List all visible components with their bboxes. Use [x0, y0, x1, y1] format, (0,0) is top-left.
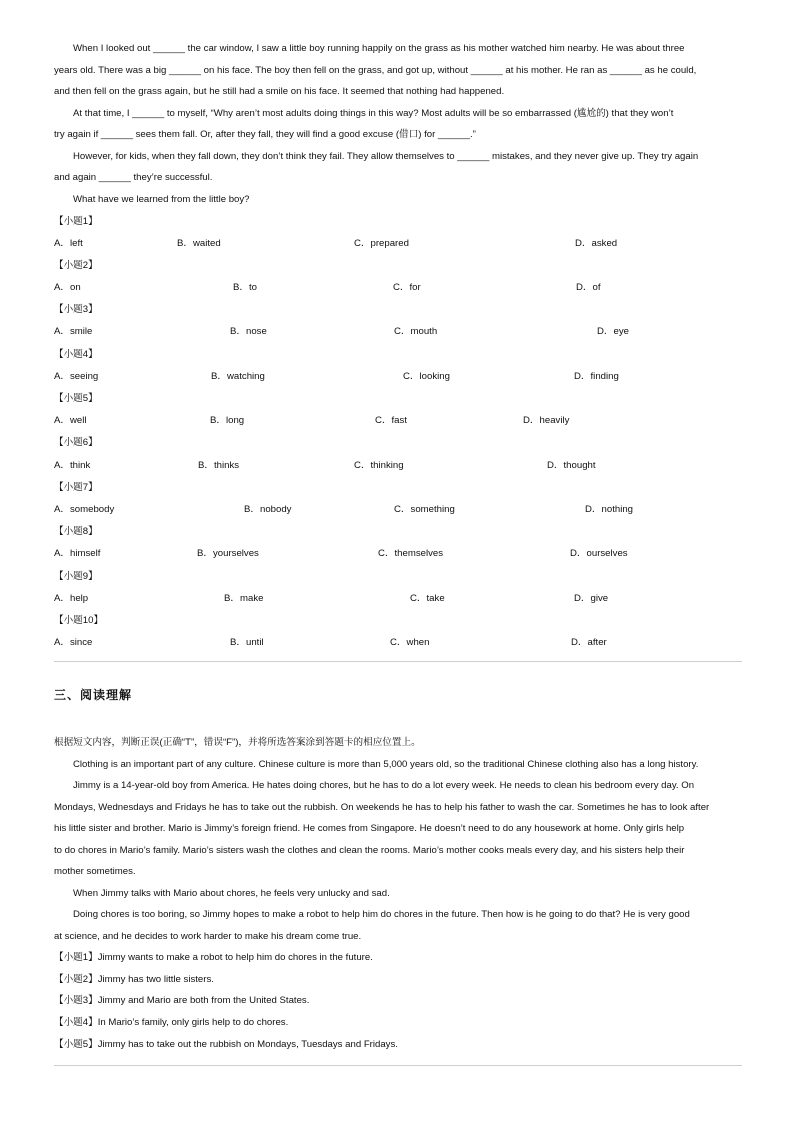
- question-label: 【小题3】: [54, 304, 98, 315]
- option-d[interactable]: D．give: [574, 593, 609, 604]
- cloze-line-3: and then fell on the grass again, but he still had a smile on his face. It seemed that nothing had happened.: [54, 86, 505, 97]
- question-label: 【小题8】: [54, 526, 98, 537]
- cloze-line-8: What have we learned from the little boy?: [73, 194, 250, 205]
- option-d[interactable]: D．heavily: [523, 415, 570, 426]
- reading-line-6: mother sometimes.: [54, 866, 136, 877]
- option-c[interactable]: C．looking: [403, 371, 450, 382]
- question-label: 【小题2】: [54, 260, 98, 271]
- reading-line-5: to do chores in Mario’s family. Mario’s sisters wash the clothes and clean the rooms. Mario’s mother cooks meals every day, and his sisters help their: [54, 845, 685, 856]
- section-divider: [54, 1065, 742, 1066]
- option-c[interactable]: C．thinking: [354, 460, 404, 471]
- reading-line-2: Jimmy is a 14-year-old boy from America. He hates doing chores, but he has to do a lot every week. He needs to clean his bedroom every day. On: [73, 780, 695, 791]
- cloze-line-5: try again if ______ sees them fall. Or, after they fall, they will find a good excuse (借口) for ______.”: [54, 129, 476, 140]
- statement-4: 【小题4】In Mario’s family, only girls help to do chores.: [54, 1017, 289, 1028]
- option-c[interactable]: C．mouth: [394, 326, 438, 337]
- reading-line-7: When Jimmy talks with Mario about chores, he feels very unlucky and sad.: [73, 888, 390, 899]
- question-label: 【小题7】: [54, 482, 98, 493]
- option-d[interactable]: D．nothing: [585, 504, 633, 515]
- option-b[interactable]: B．to: [233, 282, 257, 293]
- reading-line-8: Doing chores is too boring, so Jimmy hopes to make a robot to help him do chores in the future. Then how is he going to do that? He is very good: [73, 909, 690, 920]
- question-label: 【小题9】: [54, 571, 98, 582]
- option-a[interactable]: A．seeing: [54, 371, 99, 382]
- cloze-line-2: years old. There was a big ______ on his face. The boy then fell on the grass, and got up, without ______ at his mother. He ran as ______ as he could,: [54, 65, 697, 76]
- statement-2: 【小题2】Jimmy has two little sisters.: [54, 974, 214, 985]
- option-c[interactable]: C．something: [394, 504, 455, 515]
- option-a[interactable]: A．help: [54, 593, 89, 604]
- option-a[interactable]: A．well: [54, 415, 87, 426]
- reading-line-4: his little sister and brother. Mario is Jimmy’s foreign friend. He comes from Singapore. He doesn’t need to do any housework at home. Only girls help: [54, 823, 685, 834]
- option-c[interactable]: C．prepared: [354, 238, 409, 249]
- question-label: 【小题5】: [54, 393, 98, 404]
- option-d[interactable]: D．finding: [574, 371, 619, 382]
- reading-line-3: Mondays, Wednesdays and Fridays he has to take out the rubbish. On weekends he has to help his father to wash the car. Sometimes he has to look after: [54, 802, 710, 813]
- option-a[interactable]: A．on: [54, 282, 81, 293]
- reading-line-9: at science, and he decides to work harder to make his dream come true.: [54, 931, 362, 942]
- section-divider: [54, 661, 742, 662]
- option-a[interactable]: A．himself: [54, 548, 101, 559]
- reading-line-1: Clothing is an important part of any culture. Chinese culture is more than 5,000 years old, so the traditional Chinese clothing also has a long history.: [73, 759, 699, 770]
- question-label: 【小题10】: [54, 615, 104, 626]
- section-title: 三、阅读理解: [54, 688, 133, 702]
- instruction: 根据短文内容，判断正误(正确“T”，错误“F”)，并将所选答案涂到答题卡的相应位置上。: [54, 737, 421, 748]
- option-d[interactable]: D．thought: [547, 460, 596, 471]
- option-b[interactable]: B．thinks: [198, 460, 240, 471]
- option-c[interactable]: C．themselves: [378, 548, 444, 559]
- option-a[interactable]: A．think: [54, 460, 91, 471]
- option-a[interactable]: A．left: [54, 238, 83, 249]
- option-c[interactable]: C．fast: [375, 415, 407, 426]
- option-d[interactable]: D．asked: [575, 238, 618, 249]
- option-d[interactable]: D．after: [571, 637, 607, 648]
- option-a[interactable]: A．smile: [54, 326, 93, 337]
- statement-1: 【小题1】Jimmy wants to make a robot to help him do chores in the future.: [54, 952, 373, 963]
- statement-5: 【小题5】Jimmy has to take out the rubbish on Mondays, Tuesdays and Fridays.: [54, 1039, 398, 1050]
- option-c[interactable]: C．when: [390, 637, 430, 648]
- option-b[interactable]: B．nose: [230, 326, 267, 337]
- option-b[interactable]: B．make: [224, 593, 264, 604]
- question-label: 【小题1】: [54, 216, 98, 227]
- option-b[interactable]: B．until: [230, 637, 264, 648]
- option-b[interactable]: B．waited: [177, 238, 221, 249]
- cloze-line-1: When I looked out ______ the car window, I saw a little boy running happily on the grass as his mother watched him nearby. He was about three: [73, 43, 685, 54]
- cloze-line-7: and again ______ they’re successful.: [54, 172, 213, 183]
- option-b[interactable]: B．long: [210, 415, 245, 426]
- option-a[interactable]: A．since: [54, 637, 93, 648]
- option-d[interactable]: D．ourselves: [570, 548, 628, 559]
- question-label: 【小题6】: [54, 437, 98, 448]
- option-d[interactable]: D．eye: [597, 326, 629, 337]
- option-c[interactable]: C．for: [393, 282, 421, 293]
- option-b[interactable]: B．yourselves: [197, 548, 259, 559]
- cloze-line-4: At that time, I ______ to myself, “Why aren’t most adults doing things in this way? Most adults will be so embarrassed (尴尬的) that they won’t: [73, 108, 674, 119]
- option-d[interactable]: D．of: [576, 282, 601, 293]
- statement-3: 【小题3】Jimmy and Mario are both from the United States.: [54, 995, 310, 1006]
- question-label: 【小题4】: [54, 349, 98, 360]
- option-b[interactable]: B．nobody: [244, 504, 292, 515]
- option-a[interactable]: A．somebody: [54, 504, 115, 515]
- option-c[interactable]: C．take: [410, 593, 445, 604]
- cloze-line-6: However, for kids, when they fall down, they don’t think they fail. They allow themselves to ______ mistakes, and they never give up. They try again: [73, 151, 699, 162]
- option-b[interactable]: B．watching: [211, 371, 265, 382]
